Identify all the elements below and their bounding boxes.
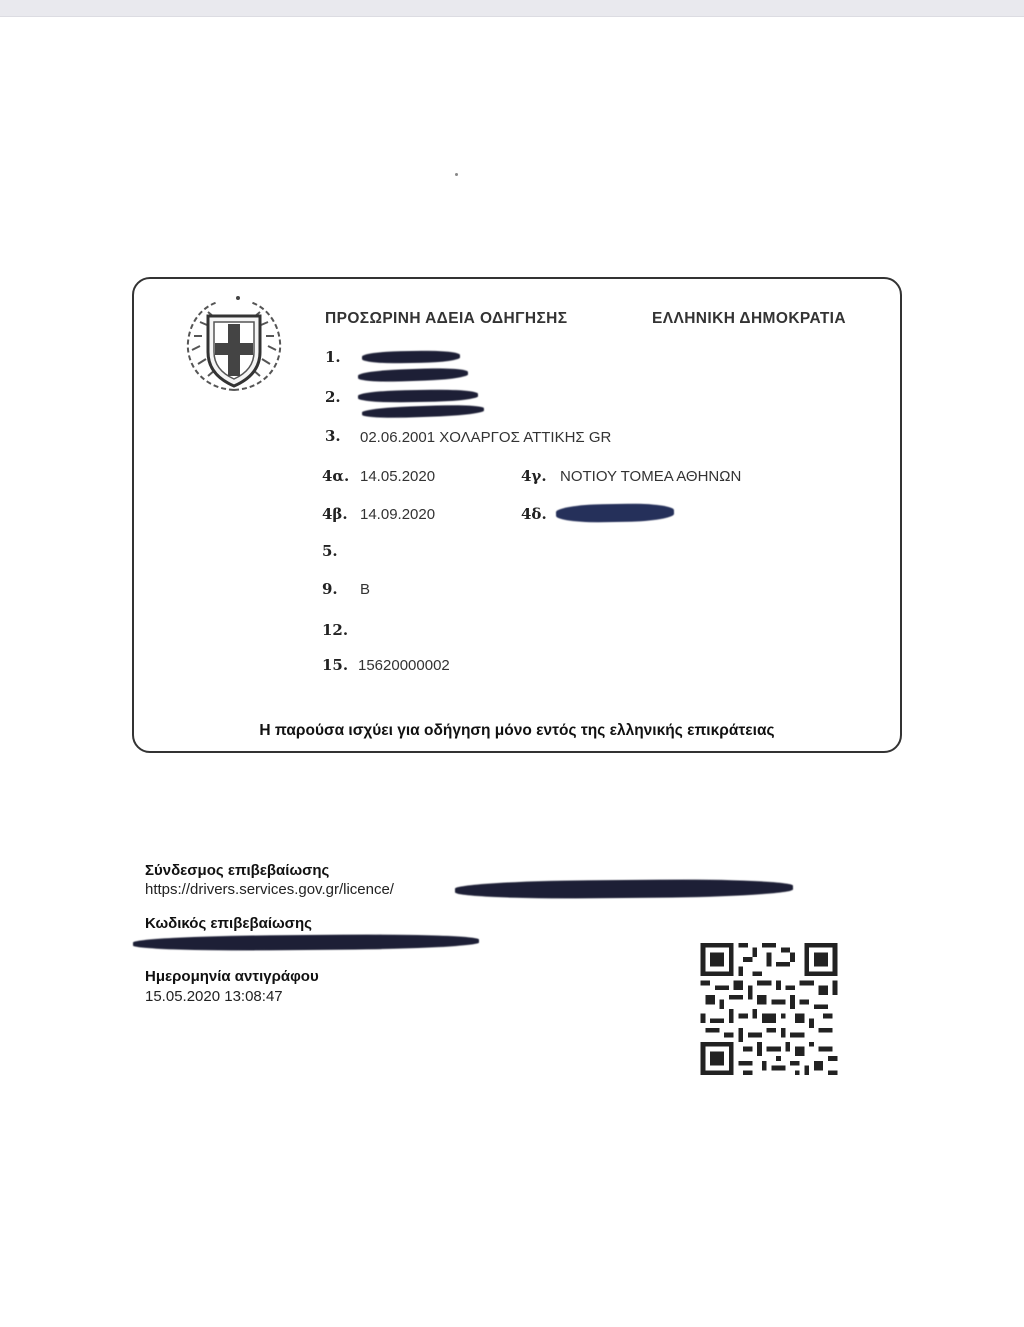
- scan-speck: [455, 173, 458, 176]
- greek-coat-of-arms-icon: [178, 290, 290, 402]
- link-value: https://drivers.services.gov.gr/licence/: [145, 881, 394, 898]
- field-4c-value: ΝΟΤΙΟΥ ΤΟΜΕΑ ΑΘΗΝΩΝ: [560, 468, 742, 485]
- field-15-label: 15.: [322, 656, 349, 674]
- field-2-label: 2.: [325, 388, 341, 406]
- field-12-label: 12.: [322, 621, 349, 639]
- field-4a-value: 14.05.2020: [360, 468, 436, 485]
- code-label: Κωδικός επιβεβαίωσης: [145, 915, 312, 932]
- field-9-label: 9.: [322, 580, 338, 598]
- field-4b-value: 14.09.2020: [360, 506, 436, 523]
- field-3-label: 3.: [325, 427, 341, 445]
- licence-title: ΠΡΟΣΩΡΙΝΗ ΑΔΕΙΑ ΟΔΗΓΗΣΗΣ: [325, 310, 568, 327]
- redaction-link: [455, 879, 793, 900]
- field-15-value: 15620000002: [358, 657, 450, 674]
- redaction-code: [133, 933, 479, 951]
- field-9-value: B: [360, 581, 371, 598]
- field-4a-label: 4α.: [322, 467, 350, 485]
- field-1-label: 1.: [325, 348, 341, 366]
- field-4c-label: 4γ.: [521, 467, 547, 485]
- qr-code-icon: [700, 943, 838, 1075]
- validity-note: Η παρούσα ισχύει για οδήγηση μόνο εντός της ελληνικής επικράτειας: [259, 722, 775, 739]
- date-label: Ημερομηνία αντιγράφου: [145, 968, 319, 985]
- field-4d-label: 4δ.: [521, 505, 547, 523]
- field-3-value: 02.06.2001 ΧΟΛΑΡΓΟΣ ΑΤΤΙΚΗΣ GR: [360, 429, 612, 446]
- country-name: ΕΛΛΗΝΙΚΗ ΔΗΜΟΚΡΑΤΙΑ: [652, 310, 846, 327]
- link-label: Σύνδεσμος επιβεβαίωσης: [145, 862, 330, 879]
- field-4b-label: 4β.: [322, 505, 348, 523]
- date-value: 15.05.2020 13:08:47: [145, 988, 283, 1005]
- top-strip: [0, 0, 1024, 17]
- field-5-label: 5.: [322, 542, 338, 560]
